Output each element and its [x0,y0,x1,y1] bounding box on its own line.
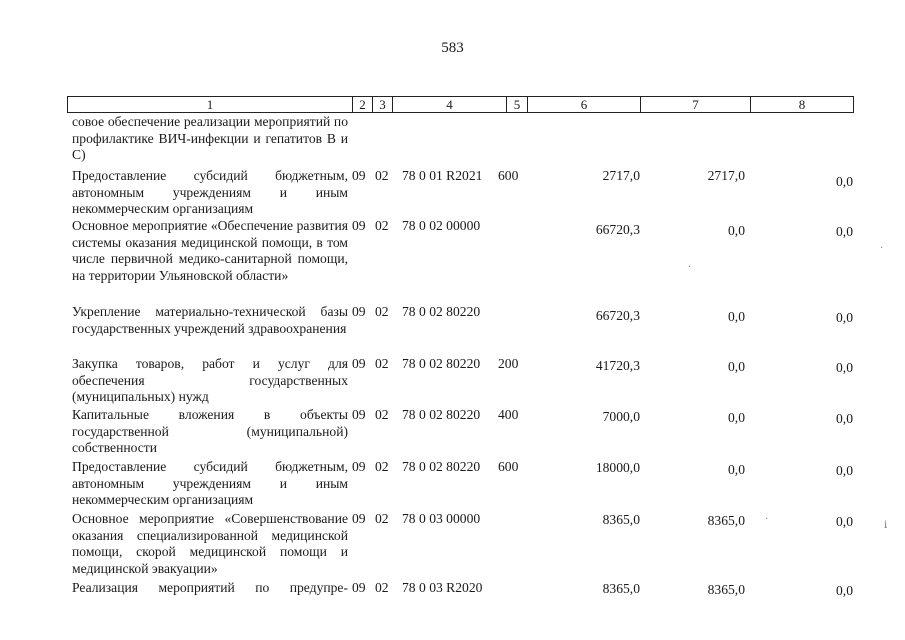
column-header-4: 4 [392,97,506,112]
row-section: 09 [352,459,366,474]
row-name: Основное мероприятие «Совершенствование оказания специализированной медицинской помощи, скорой медицинской помощи и медицинской эвакуации» [72,511,348,576]
row-value-6: 2717,0 [602,168,640,183]
column-header-8: 8 [750,97,853,112]
row-value-7: 2717,0 [707,168,745,183]
row-subsection: 02 [375,580,389,595]
row-subsection: 02 [375,304,389,319]
row-target-code: 78 0 01 R2021 [402,168,483,183]
row-value-6: 41720,3 [595,358,640,373]
row-section: 09 [352,304,366,319]
column-header-2: 2 [352,97,372,112]
row-value-7: 0,0 [728,359,745,374]
row-name: Предоставление субсидий бюджетным, автономным учреждениям и иным некоммерческим организациям [72,168,348,217]
row-value-7: 0,0 [728,309,745,324]
row-subsection: 02 [375,168,389,183]
continuation-text: совое обеспечение реализации мероприятий по профилактике ВИЧ-инфекции и гепатитов В и С) [72,114,348,163]
row-value-6: 8365,0 [602,512,640,527]
row-value-6: 18000,0 [595,460,640,475]
row-value-7: 0,0 [728,462,745,477]
row-section: 09 [352,168,366,183]
scan-speck: · [765,514,769,525]
row-target-code: 78 0 02 80220 [402,459,481,474]
row-section: 09 [352,580,366,595]
row-name: Капитальные вложения в объекты государственной (муниципальной) собственности [72,407,348,456]
column-header-7: 7 [640,97,750,112]
row-target-code: 78 0 03 R2020 [402,580,483,595]
row-section: 09 [352,407,366,422]
page-number: 583 [441,40,464,56]
row-value-6: 66720,3 [595,222,640,237]
row-name: Реализация мероприятий по предупре- [72,580,348,595]
row-target-code: 78 0 02 00000 [402,218,481,233]
row-subsection: 02 [375,407,389,422]
row-value-8: 0,0 [836,310,853,325]
row-name: Укрепление материально-технической базы государственных учреждений здравоохранения [72,304,348,336]
row-value-8: 0,0 [836,411,853,426]
column-header-5: 5 [506,97,527,112]
row-value-6: 66720,3 [595,308,640,323]
row-name: Закупка товаров, работ и услуг для обеспечения государственных (муниципальных) нужд [72,356,348,405]
row-value-8: 0,0 [836,514,853,529]
row-value-7: 0,0 [728,223,745,238]
column-header-row [67,96,854,113]
row-value-6: 8365,0 [602,581,640,596]
row-expense-type: 600 [498,459,519,474]
row-subsection: 02 [375,356,389,371]
row-value-7: 8365,0 [707,582,745,597]
row-value-7: 8365,0 [707,513,745,528]
scan-speck: ⅰ [884,520,888,531]
row-subsection: 02 [375,218,389,233]
column-header-1: 1 [206,97,214,112]
row-value-6: 7000,0 [602,409,640,424]
row-value-7: 0,0 [728,410,745,425]
column-header-3: 3 [372,97,392,112]
row-name: Предоставление субсидий бюджетным, автономным учреждениям и иным некоммерческим организациям [72,459,348,508]
row-value-8: 0,0 [836,583,853,598]
row-value-8: 0,0 [836,224,853,239]
row-value-8: 0,0 [836,360,853,375]
row-name: Основное мероприятие «Обеспечение развития системы оказания медицинской помощи, в том числе первичной медико-санитарной помощи, на территории Ульяновской области» [72,218,348,283]
row-target-code: 78 0 03 00000 [402,511,481,526]
row-section: 09 [352,356,366,371]
row-target-code: 78 0 02 80220 [402,356,481,371]
row-expense-type: 200 [498,356,519,371]
row-value-8: 0,0 [836,463,853,478]
row-subsection: 02 [375,459,389,474]
row-target-code: 78 0 02 80220 [402,407,481,422]
scan-speck: · [688,262,692,273]
row-section: 09 [352,511,366,526]
column-header-6: 6 [527,97,640,112]
row-expense-type: 600 [498,168,519,183]
row-target-code: 78 0 02 80220 [402,304,481,319]
row-expense-type: 400 [498,407,519,422]
scan-speck: · [880,243,884,254]
row-value-8: 0,0 [836,174,853,189]
row-section: 09 [352,218,366,233]
row-subsection: 02 [375,511,389,526]
